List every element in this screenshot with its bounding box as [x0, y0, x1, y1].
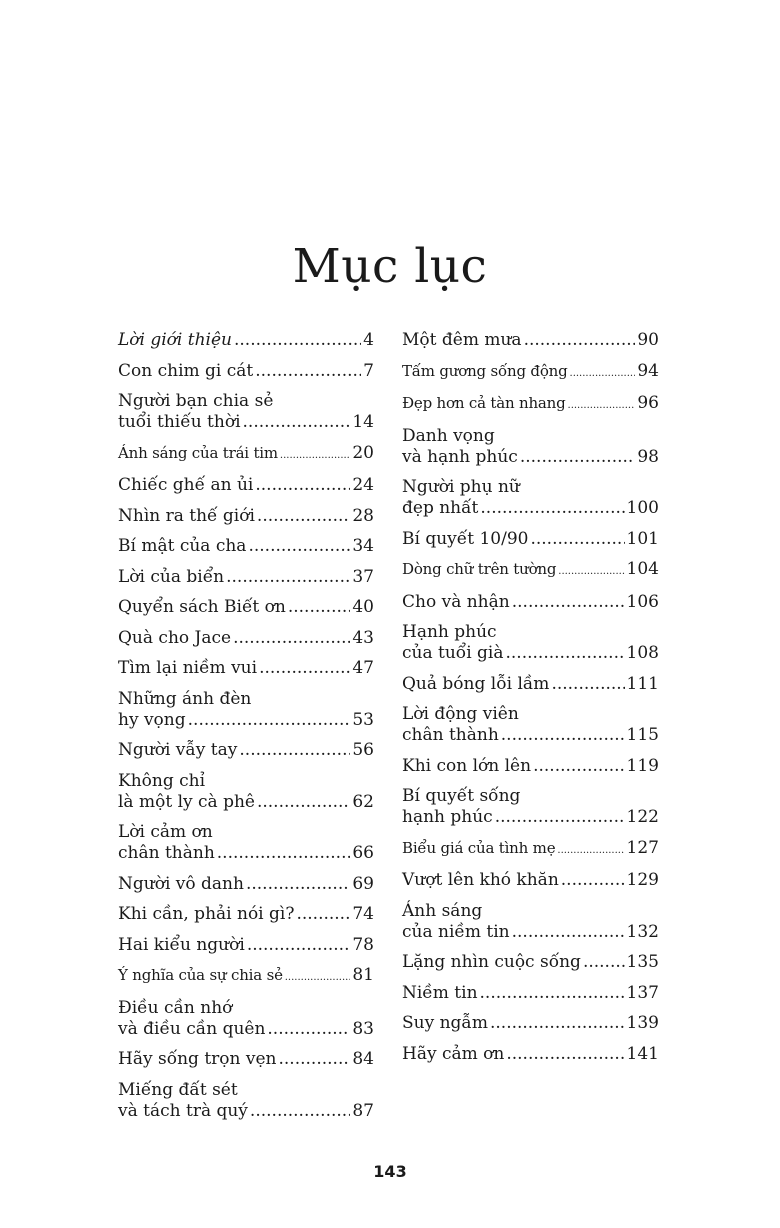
toc-entry[interactable]: [402, 756, 659, 777]
toc-entry-title: Lời của biển: [118, 566, 225, 587]
toc-entry-title: tuổi thiếu thời: [118, 412, 241, 432]
dot-leader: [570, 363, 636, 384]
dot-leader: [279, 1049, 351, 1070]
toc-entry-title: Biểu giá của tình mẹ: [402, 838, 556, 857]
toc-entry-page: 100: [626, 498, 659, 518]
dot-leader: [557, 840, 624, 861]
toc-entry-page: 111: [626, 673, 659, 694]
toc-entry-title: chân thành: [402, 725, 499, 745]
dot-leader: [530, 529, 624, 550]
toc-entry-page: 62: [352, 791, 374, 812]
dot-leader: [296, 904, 350, 925]
dot-leader: [233, 628, 350, 649]
dot-leader: [558, 561, 624, 582]
dot-leader: [520, 447, 636, 468]
toc-entry[interactable]: [402, 622, 659, 664]
toc-entry-title: Khi cần, phải nói gì?: [118, 904, 295, 924]
toc-entry[interactable]: [402, 870, 659, 891]
toc-entry-title: Chiếc ghế an ủi: [118, 475, 254, 495]
dot-leader: [250, 1101, 350, 1122]
toc-entry-title: Dòng chữ trên tường: [402, 560, 557, 578]
toc-entry[interactable]: [118, 998, 374, 1040]
toc-entry[interactable]: [118, 965, 374, 988]
dot-leader: [506, 1044, 624, 1065]
toc-entry-title: Nhìn ra thế giới: [118, 505, 255, 526]
dot-leader: [255, 361, 361, 382]
dot-leader: [568, 395, 636, 416]
dot-leader: [551, 674, 624, 695]
toc-entry-title: đẹp nhất: [402, 498, 479, 518]
toc-entry[interactable]: [118, 361, 374, 382]
toc-entry-title: Suy ngẫm: [402, 1013, 488, 1033]
toc-entry[interactable]: [118, 536, 374, 557]
toc-entry[interactable]: [118, 330, 374, 351]
toc-entry[interactable]: [118, 904, 374, 925]
toc-entry-page: 122: [626, 807, 659, 827]
toc-entry-page: 127: [626, 837, 659, 858]
page-title: Mục lục: [292, 239, 488, 295]
toc-entry-title: Bí mật của cha: [118, 536, 247, 556]
toc-entry[interactable]: [402, 901, 659, 943]
toc-entry-title: Ánh sáng của trái tim: [118, 443, 278, 462]
toc-column-left: [118, 330, 374, 1131]
toc-entry-title-line1: Lời cảm ơn: [118, 822, 213, 842]
toc-entry[interactable]: [118, 391, 374, 433]
dot-leader: [480, 498, 624, 519]
toc-entry-title: hạnh phúc: [402, 807, 493, 827]
toc-entry[interactable]: [402, 674, 659, 695]
dot-leader: [188, 710, 351, 731]
dot-leader: [248, 536, 350, 557]
toc-entry-title: hy vọng: [118, 709, 186, 730]
toc-entry[interactable]: [118, 443, 374, 466]
toc-entry-title: và điều cần quên: [118, 1018, 266, 1039]
toc-entry-title: Hai kiểu người: [118, 934, 245, 955]
toc-entry[interactable]: [402, 529, 659, 550]
toc-entry-title: Khi con lớn lên: [402, 755, 532, 776]
toc-entry-page: 14: [352, 412, 374, 432]
toc-entry-page: 96: [637, 393, 659, 413]
dot-leader: [288, 597, 351, 618]
toc-entry-title-line1: Không chỉ: [118, 770, 206, 791]
toc-entry-page: 84: [352, 1049, 374, 1069]
toc-entry[interactable]: [118, 1049, 374, 1070]
toc-entry-page: 119: [626, 755, 659, 776]
toc-entry-title: và hạnh phúc: [402, 446, 518, 467]
dot-leader: [495, 807, 625, 828]
toc-entry-title: Hãy cảm ơn: [402, 1043, 505, 1064]
toc-entry-page: 69: [352, 873, 374, 894]
toc-entry-page: 74: [352, 904, 374, 924]
toc-entry-page: 37: [352, 566, 374, 587]
toc-entry[interactable]: [402, 477, 659, 519]
dot-leader: [480, 983, 625, 1004]
toc-entry[interactable]: [118, 874, 374, 895]
dot-leader: [524, 330, 636, 351]
toc-entry-page: 40: [352, 597, 374, 617]
toc-entry-page: 24: [352, 475, 374, 495]
dot-leader: [512, 922, 625, 943]
toc-entry[interactable]: [118, 740, 374, 761]
toc-entry-page: 34: [352, 536, 374, 556]
toc-entry-title: của niềm tin: [402, 921, 510, 942]
toc-entry-title: là một ly cà phê: [118, 791, 255, 812]
toc-entry[interactable]: [118, 567, 374, 588]
dot-leader: [239, 740, 350, 761]
toc-entry[interactable]: [118, 658, 374, 679]
toc-entry[interactable]: [402, 330, 659, 351]
toc-entry-page: 4: [363, 330, 374, 350]
dot-leader: [512, 592, 625, 613]
toc-entry[interactable]: [402, 559, 659, 582]
toc-entry[interactable]: [118, 935, 374, 956]
toc-entry-page: 43: [352, 627, 374, 648]
dot-leader: [501, 725, 625, 746]
toc-entry-page: 101: [626, 528, 659, 549]
toc-entry[interactable]: [402, 983, 659, 1004]
toc-entry-title: Một đêm mưa: [402, 330, 522, 350]
toc-entry-page: 87: [352, 1100, 374, 1121]
toc-entry[interactable]: [402, 592, 659, 613]
dot-leader: [217, 843, 351, 864]
toc-entry-page: 132: [626, 921, 659, 942]
toc-entry-title: Tấm gương sống động: [402, 361, 568, 380]
toc-entry[interactable]: [402, 1044, 659, 1065]
toc-entry-page: 104: [626, 559, 659, 579]
toc-entry-page: 139: [626, 1013, 659, 1033]
dot-leader: [246, 874, 350, 895]
toc-entry[interactable]: [118, 1080, 374, 1122]
toc-entry-title-line1: Bí quyết sống: [402, 786, 521, 806]
toc-entry-title-line1: Ánh sáng: [402, 900, 483, 921]
toc-entry-page: 7: [363, 360, 374, 381]
toc-entry-page: 115: [626, 725, 659, 745]
toc-entry-title: Tìm lại niềm vui: [118, 658, 258, 678]
toc-entry-page: 135: [626, 952, 659, 972]
toc-entry[interactable]: [402, 704, 659, 746]
toc-entry-title: Lặng nhìn cuộc sống: [402, 952, 581, 972]
toc-entry-title: chân thành: [118, 843, 215, 863]
toc-entry-title: Hãy sống trọn vẹn: [118, 1049, 277, 1069]
toc-entry[interactable]: [402, 1013, 659, 1034]
dot-leader: [490, 1013, 625, 1034]
toc-entry-page: 53: [352, 709, 374, 730]
toc-entry-page: 98: [637, 446, 659, 467]
toc-entry[interactable]: [118, 771, 374, 813]
toc-entry-page: 106: [626, 591, 659, 612]
toc-entry-title: Con chim gi cát: [118, 360, 254, 381]
toc-entry-page: 137: [626, 982, 659, 1003]
dot-leader: [533, 756, 624, 777]
dot-leader: [226, 567, 350, 588]
toc-entry-title: Quả bóng lỗi lầm: [402, 673, 550, 694]
page-number: 143: [373, 1162, 407, 1181]
toc-entry-title: Quyển sách Biết ơn: [118, 597, 286, 617]
toc-entry-title: Bí quyết 10/90: [402, 528, 529, 549]
toc-entry-title: Đẹp hơn cả tàn nhang: [402, 394, 566, 412]
toc-entry[interactable]: [118, 506, 374, 527]
dot-leader: [247, 935, 351, 956]
toc-entry-page: 81: [352, 965, 374, 985]
toc-entry[interactable]: [118, 822, 374, 864]
toc-entry-title: và tách trà quý: [118, 1100, 248, 1121]
toc-entry-title-line1: Người bạn chia sẻ: [118, 391, 274, 411]
toc-entry-title: Cho và nhận: [402, 591, 510, 612]
toc-entry[interactable]: [118, 628, 374, 649]
toc-entry-page: 28: [352, 505, 374, 526]
toc-entry-title-line1: Điều cần nhớ: [118, 997, 233, 1018]
toc-entry-page: 90: [637, 330, 659, 350]
toc-entry-title: của tuổi già: [402, 643, 504, 663]
toc-column-right: [402, 330, 659, 1074]
toc-entry-page: 94: [637, 360, 659, 381]
dot-leader: [267, 1019, 350, 1040]
toc-entry[interactable]: [402, 426, 659, 468]
dot-leader: [259, 658, 350, 679]
dot-leader: [506, 643, 625, 664]
dot-leader: [257, 792, 350, 813]
toc-entry-title: Niềm tin: [402, 982, 478, 1003]
dot-leader: [257, 506, 350, 527]
toc-entry-page: 20: [352, 442, 374, 463]
toc-entry-title: Người vẫy tay: [118, 740, 238, 760]
dot-leader: [280, 445, 350, 466]
toc-entry[interactable]: [118, 689, 374, 731]
toc-entry[interactable]: [402, 952, 659, 973]
dot-leader: [243, 412, 351, 433]
toc-entry-title-line1: Danh vọng: [402, 425, 495, 446]
toc-entry[interactable]: [402, 786, 659, 828]
dot-leader: [234, 330, 361, 351]
toc-entry[interactable]: [118, 597, 374, 618]
toc-entry-title: Lời giới thiệu: [118, 330, 232, 350]
toc-entry-title-line1: Những ánh đèn: [118, 688, 252, 709]
toc-entry[interactable]: [118, 475, 374, 496]
dot-leader: [561, 870, 625, 891]
toc-entry-title-line1: Người phụ nữ: [402, 477, 520, 497]
dot-leader: [583, 952, 625, 973]
toc-entry-title-line1: Hạnh phúc: [402, 622, 497, 642]
toc-entry[interactable]: [402, 361, 659, 384]
toc-entry-title: Vượt lên khó khăn: [402, 870, 559, 890]
toc-entry-page: 47: [352, 658, 374, 678]
toc-entry-page: 78: [352, 934, 374, 955]
toc-entry-title-line1: Lời động viên: [402, 704, 519, 724]
toc-entry-page: 141: [626, 1043, 659, 1064]
toc-entry-page: 108: [626, 643, 659, 663]
toc-entry-page: 83: [352, 1018, 374, 1039]
toc-entry-page: 56: [352, 740, 374, 760]
dot-leader: [255, 475, 350, 496]
toc-entry-title-line1: Miếng đất sét: [118, 1079, 238, 1100]
toc-entry-page: 129: [626, 870, 659, 890]
toc-entry-page: 66: [352, 843, 374, 863]
toc-entry-title: Ý nghĩa của sự chia sẻ: [118, 966, 283, 984]
dot-leader: [285, 967, 351, 988]
toc-entry-title: Người vô danh: [118, 873, 244, 894]
toc-entry[interactable]: [402, 838, 659, 861]
toc-entry[interactable]: [402, 393, 659, 416]
toc-entry-title: Quà cho Jace: [118, 627, 232, 648]
